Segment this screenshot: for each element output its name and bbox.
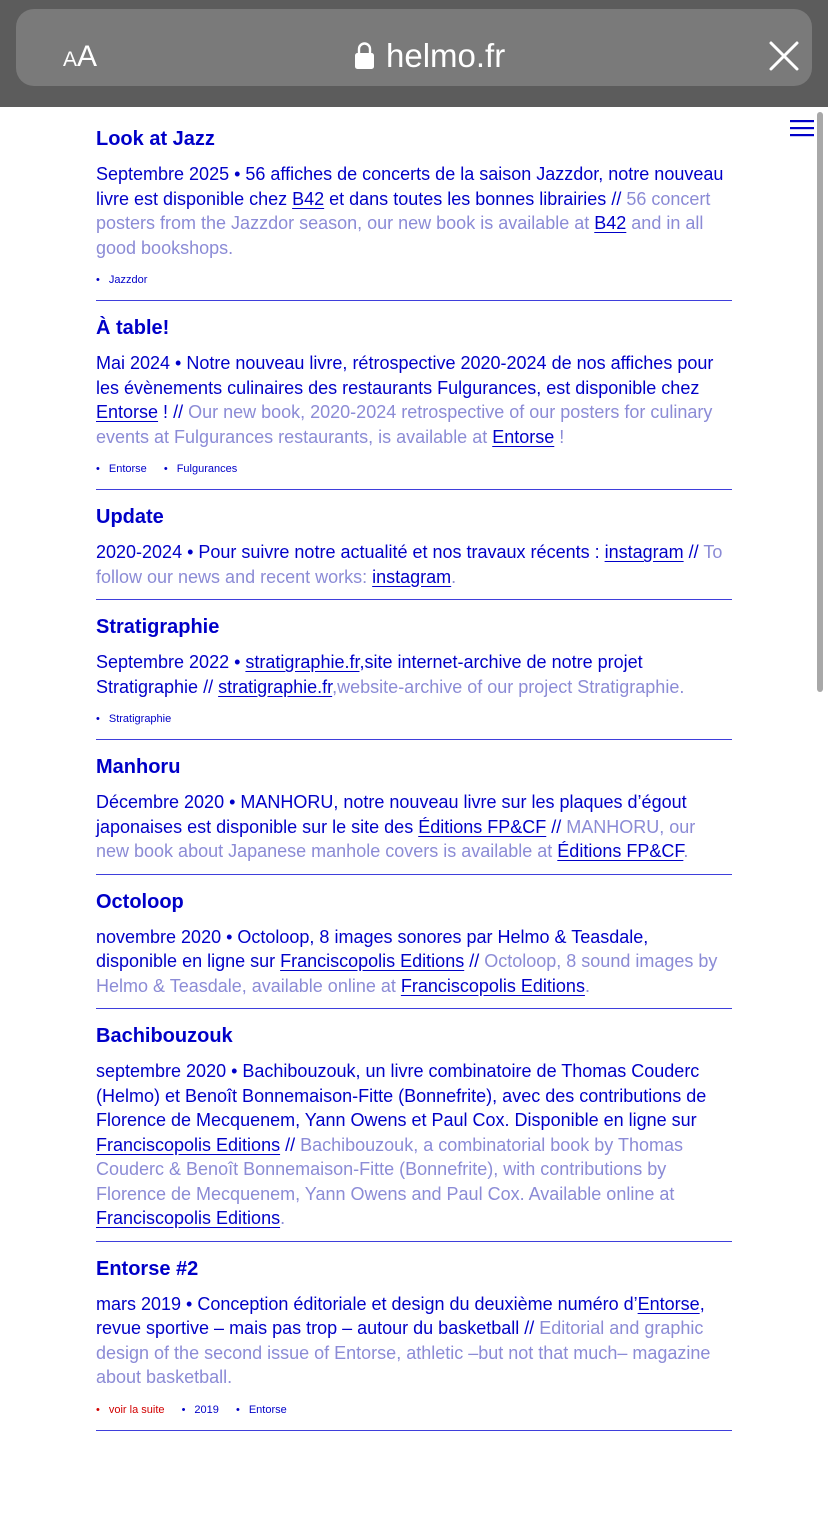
text-size-button[interactable]: AA — [63, 40, 98, 73]
post-link[interactable]: Éditions FP&CF — [557, 841, 684, 861]
post-title[interactable]: À table! — [96, 317, 170, 339]
post-title[interactable]: Update — [96, 506, 164, 528]
tag-link[interactable]: • 2019 — [181, 1403, 219, 1416]
post-title[interactable]: Look at Jazz — [96, 128, 215, 150]
post-link[interactable]: Entorse — [96, 402, 159, 422]
post-link[interactable]: Franciscopolis Editions — [280, 951, 465, 971]
post-title[interactable]: Entorse #2 — [96, 1257, 199, 1280]
news-feed — [96, 126, 732, 1445]
post-link[interactable]: B42 — [594, 213, 627, 233]
address-bar[interactable] — [16, 9, 812, 86]
tag-link[interactable]: • Entorse — [235, 1403, 287, 1416]
post-tags — [96, 1402, 732, 1420]
post-link[interactable]: Franciscopolis Editions — [96, 1134, 281, 1155]
post-link[interactable]: B42 — [292, 188, 325, 209]
post-link[interactable]: Franciscopolis Editions — [96, 1208, 281, 1228]
news-post — [96, 126, 732, 301]
news-post — [96, 754, 732, 875]
news-post — [96, 1256, 732, 1431]
post-link[interactable]: instagram — [372, 566, 452, 587]
post-title[interactable]: Bachibouzouk — [96, 1025, 233, 1047]
read-more-link[interactable]: • voir la suite — [96, 1403, 165, 1416]
post-link[interactable]: Entorse — [637, 1293, 700, 1314]
post-tags — [96, 461, 732, 479]
news-post — [96, 614, 732, 740]
tag-link[interactable]: • Entorse — [96, 463, 147, 475]
post-tags — [96, 272, 732, 290]
post-body: Décembre 2020 • MANHORU, notre nouveau livre sur les plaques d’égout japonaises est disponible sur le site des Éditions FP&CF // MANHORU, our new book about Japanese manhole covers is available at Éditions FP&CF. — [96, 792, 696, 861]
news-post — [96, 315, 732, 490]
hamburger-menu-icon[interactable] — [788, 118, 816, 140]
post-tags — [96, 711, 732, 729]
tag-link[interactable]: • Fulgurances — [163, 463, 238, 475]
post-body: novembre 2020 • Octoloop, 8 images sonores par Helmo & Teasdale, disponible en ligne sur Franciscopolis Editions // Octoloop, 8 sound images by Helmo & Teasdale, available online at Franciscopolis Editions. — [96, 926, 718, 996]
post-body: Septembre 2022 • stratigraphie.fr,site internet-archive de notre projet Stratigraphie // stratigraphie.fr,website-archive of our project Stratigraphie. — [96, 652, 685, 697]
post-link[interactable]: Entorse — [492, 426, 555, 447]
post-title[interactable]: Stratigraphie — [96, 616, 220, 638]
url-domain[interactable]: helmo.fr — [386, 37, 506, 74]
news-post — [96, 1023, 732, 1242]
post-link[interactable]: Éditions FP&CF — [418, 816, 547, 837]
post-link[interactable]: stratigraphie.fr — [218, 676, 333, 697]
post-title[interactable]: Manhoru — [96, 756, 181, 778]
post-link[interactable]: instagram — [604, 542, 684, 562]
post-link[interactable]: stratigraphie.fr — [245, 652, 360, 672]
post-link[interactable]: Franciscopolis Editions — [400, 975, 585, 996]
tag-link[interactable]: • Jazzdor — [96, 274, 148, 286]
post-body: 2020-2024 • Pour suivre notre actualité et nos travaux récents : instagram // To follow our news and recent works: instagram. — [96, 542, 723, 587]
tag-link[interactable]: • Stratigraphie — [96, 713, 172, 725]
browser-toolbar — [0, 0, 828, 107]
post-body: Mai 2024 • Notre nouveau livre, rétrospective 2020-2024 de nos affiches pour les évènements culinaires des restaurants Fulgurances, est disponible chez Entorse ! // Our new book, 2020-2024 retrospective of our posters for culinary events at Fulgurances restaurants, is available at Entorse ! — [96, 353, 714, 447]
post-body: Septembre 2025 • 56 affiches de concerts de la saison Jazzdor, notre nouveau livre est disponible chez B42 et dans toutes les bonnes librairies // 56 concert posters from the Jazzdor season, our new book is available at B42 and in all good bookshops. — [96, 164, 724, 258]
lock-icon — [355, 41, 374, 69]
news-post — [96, 504, 732, 600]
close-icon[interactable] — [768, 40, 800, 72]
news-post — [96, 889, 732, 1010]
scrollbar[interactable] — [817, 112, 823, 692]
post-body: septembre 2020 • Bachibouzouk, un livre combinatoire de Thomas Couderc (Helmo) et Benoît Bonnemaison-Fitte (Bonnefrite), avec des contributions de Florence de Mecquenem, Yann Owens et Paul Cox. Disponible en ligne sur Franciscopolis Editions // Bachibouzouk, a combinatorial book by Thomas Couderc & Benoît Bonnemaison-Fitte (Bonnefrite), with contributions by Florence de Mecquenem, Yann Owens and Paul Cox. Available online at Franciscopolis Editions. — [96, 1061, 707, 1228]
post-body: mars 2019 • Conception éditoriale et design du deuxième numéro d’Entorse, revue sportive – mais pas trop – autour du basketball // Editorial and graphic design of the second issue of Entorse, athletic –but not that much– magazine about basketball. — [96, 1293, 711, 1387]
post-title[interactable]: Octoloop — [96, 890, 184, 913]
